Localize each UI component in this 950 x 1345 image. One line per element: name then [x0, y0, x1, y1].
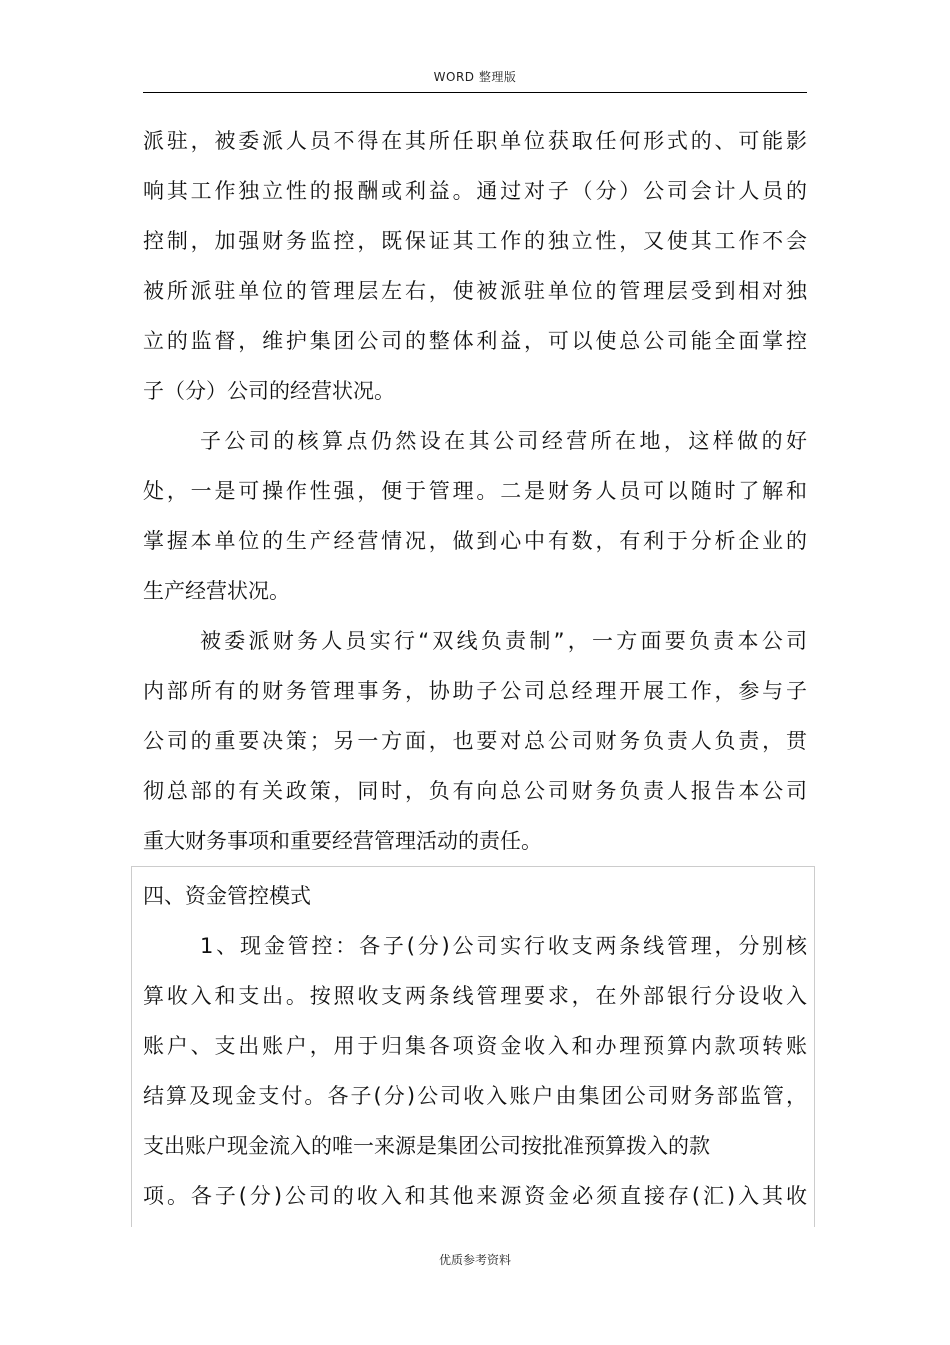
text-line: 子公司的核算点仍然设在其公司经营所在地，这样做的好	[200, 429, 807, 453]
body-text	[143, 121, 807, 871]
text-line: 账户、支出账户，用于归集各项资金收入和办理预算内款项转账	[143, 1034, 807, 1058]
text-line: 支出账户现金流入的唯一来源是集团公司按批准预算拨入的款	[143, 1134, 710, 1158]
text-line: 内部所有的财务管理事务，协助子公司总经理开展工作，参与子	[143, 679, 807, 703]
text-line: 掌握本单位的生产经营情况，做到心中有数，有利于分析企业的	[143, 529, 807, 553]
text-line: 公司的重要决策；另一方面，也要对总公司财务负责人负责，贯	[143, 729, 807, 753]
text-line: 算收入和支出。按照收支两条线管理要求，在外部银行分设收入	[143, 984, 807, 1008]
text-line: 立的监督，维护集团公司的整体利益，可以使总公司能全面掌控	[143, 329, 807, 353]
page-header: WORD 整理版	[433, 70, 517, 84]
text-line: 被所派驻单位的管理层左右，使被派驻单位的管理层受到相对独	[143, 279, 807, 303]
text-line: 派驻，被委派人员不得在其所任职单位获取任何形式的、可能影	[143, 129, 807, 153]
text-line: 子（分）公司的经营状况。	[143, 379, 395, 403]
text-line: 被委派财务人员实行“双线负责制”，一方面要负责本公司	[200, 629, 807, 653]
text-line: 彻总部的有关政策，同时，负有向总公司财务负责人报告本公司	[143, 779, 807, 803]
text-line: 重大财务事项和重要经营管理活动的责任。	[143, 829, 542, 853]
header-rule	[143, 92, 807, 93]
text-line: 项。各子(分)公司的收入和其他来源资金必须直接存(汇)入其收	[143, 1184, 807, 1208]
text-line: 处，一是可操作性强，便于管理。二是财务人员可以随时了解和	[143, 479, 807, 503]
text-line: 响其工作独立性的报酬或利益。通过对子（分）公司会计人员的	[143, 179, 807, 203]
section-4	[143, 876, 807, 1226]
text-line: 1、现金管控：各子(分)公司实行收支两条线管理，分别核	[200, 934, 807, 958]
section-heading: 四、资金管控模式	[143, 884, 311, 908]
text-line: 生产经营状况。	[143, 579, 290, 603]
text-line: 控制，加强财务监控，既保证其工作的独立性，又使其工作不会	[143, 229, 807, 253]
text-line: 结算及现金支付。各子(分)公司收入账户由集团公司财务部监管，	[143, 1084, 807, 1108]
page-footer: 优质参考资料	[438, 1253, 511, 1267]
